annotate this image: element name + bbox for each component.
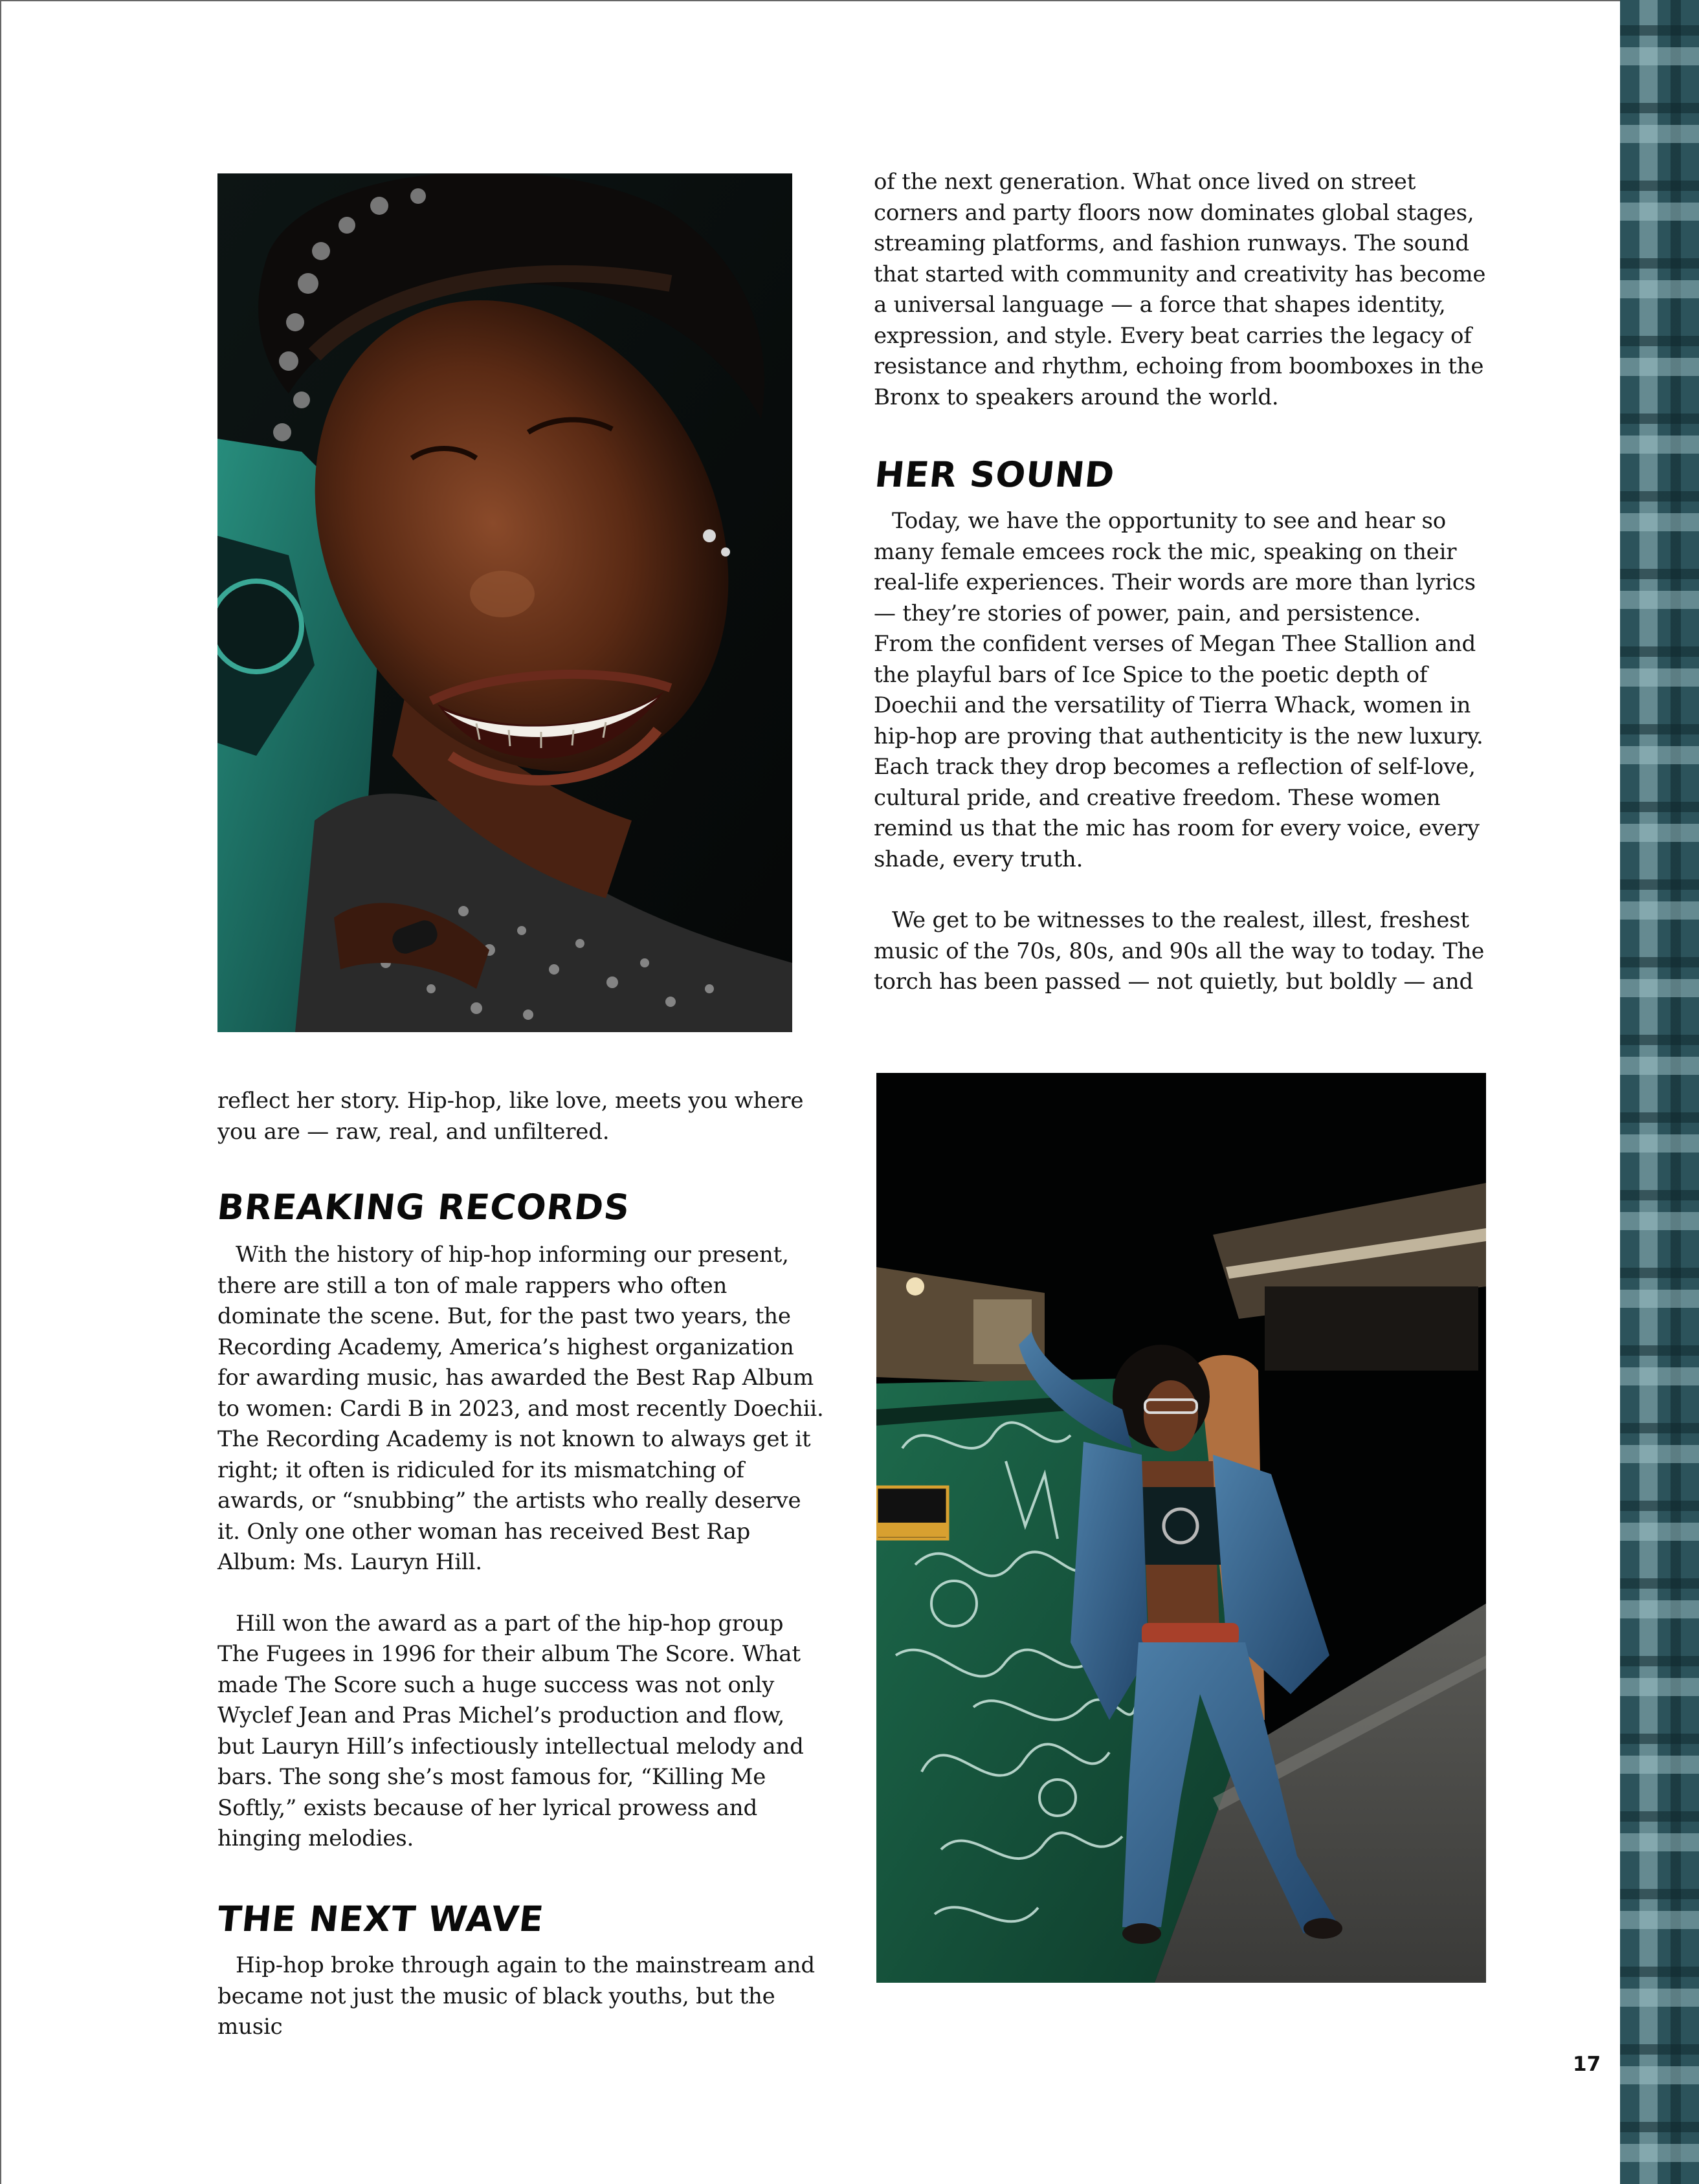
breaking-records-paragraph-2: Hill won the award as a part of the hip-hop group The Fugees in 1996 for their album The Score. What made The Score such a huge success was not only Wyclef Jean and Pras Michel’s production and flow, but Lauryn Hill’s infectiously intellectual melody and bars. The song she’s most famous for, “Killing Me Softly,” exists because of her lyrical prowess and hinging melodies. — [217, 1610, 804, 1851]
her-sound-paragraph-1: Today, we have the opportunity to see and hear so many female emcees rock the mic, speaking on their real-life experiences. Their words are more than lyrics — they’re stories of power, pain, and persistence. From the confident verses of Megan Thee Stallion and the playful bars of Ice Spice to the poetic depth of Doechii and the versatility of Tierra Whack, women in hip-hop are proving that authenticity is the new luxury. Each track they drop becomes a reflection of self-love, cultural pride, and creative freedom. These women remind us that the mic has room for every voice, every shade, every truth. — [874, 508, 1483, 872]
plaid-side-strip — [1620, 0, 1699, 2184]
section-her-sound-body — [874, 506, 1486, 998]
page-number: 17 — [1573, 2053, 1601, 2076]
her-sound-paragraph-2: We get to be witnesses to the realest, illest, freshest music of the 70s, 80s, and 90s all the way to today. The torch has been passed — not quietly, but boldly — and — [874, 907, 1485, 995]
column-left-bottom — [217, 1086, 826, 1147]
continued-paragraph-left: reflect her story. Hip-hop, like love, meets you where you are — raw, real, and unfiltered. — [217, 1088, 804, 1145]
section-next-wave-body — [217, 1950, 839, 2043]
breaking-records-paragraph-1: With the history of hip-hop informing our present, there are still a ton of male rappers who often dominate the scene. But, for the past two years, the Recording Academy, America’s highest organization for awarding music, has awarded the Best Rap Album to women: Cardi B in 2023, and most recently Doechii. The Recording Academy is not known to always get it right; it often is ridiculed for its mismatching of awards, or “snubbing” the artists who really deserve it. Only one other woman has received Best Rap Album: Ms. Lauryn Hill. — [217, 1242, 824, 1575]
photo-smiling-woman — [217, 173, 792, 1032]
section-breaking-records-body — [217, 1240, 826, 1855]
column-right-top — [874, 167, 1486, 413]
photo-woman-denim-graffiti — [876, 1073, 1486, 1983]
next-wave-paragraph-1: Hip-hop broke through again to the mainstream and became not just the music of black youths, but the music — [217, 1952, 815, 2040]
heading-next-wave: THE NEXT WAVE — [215, 1899, 546, 1939]
heading-her-sound: HER SOUND — [872, 454, 1117, 495]
continued-paragraph: of the next generation. What once lived on street corners and party floors now dominates global stages, streaming platforms, and fashion runways. The sound that started with community and creativity has become a universal language — a force that shapes identity, expression, and style. Every beat carries the legacy of resistance and rhythm, echoing from boomboxes in the Bronx to speakers around the world. — [874, 169, 1486, 410]
heading-breaking-records: BREAKING RECORDS — [215, 1187, 632, 1228]
